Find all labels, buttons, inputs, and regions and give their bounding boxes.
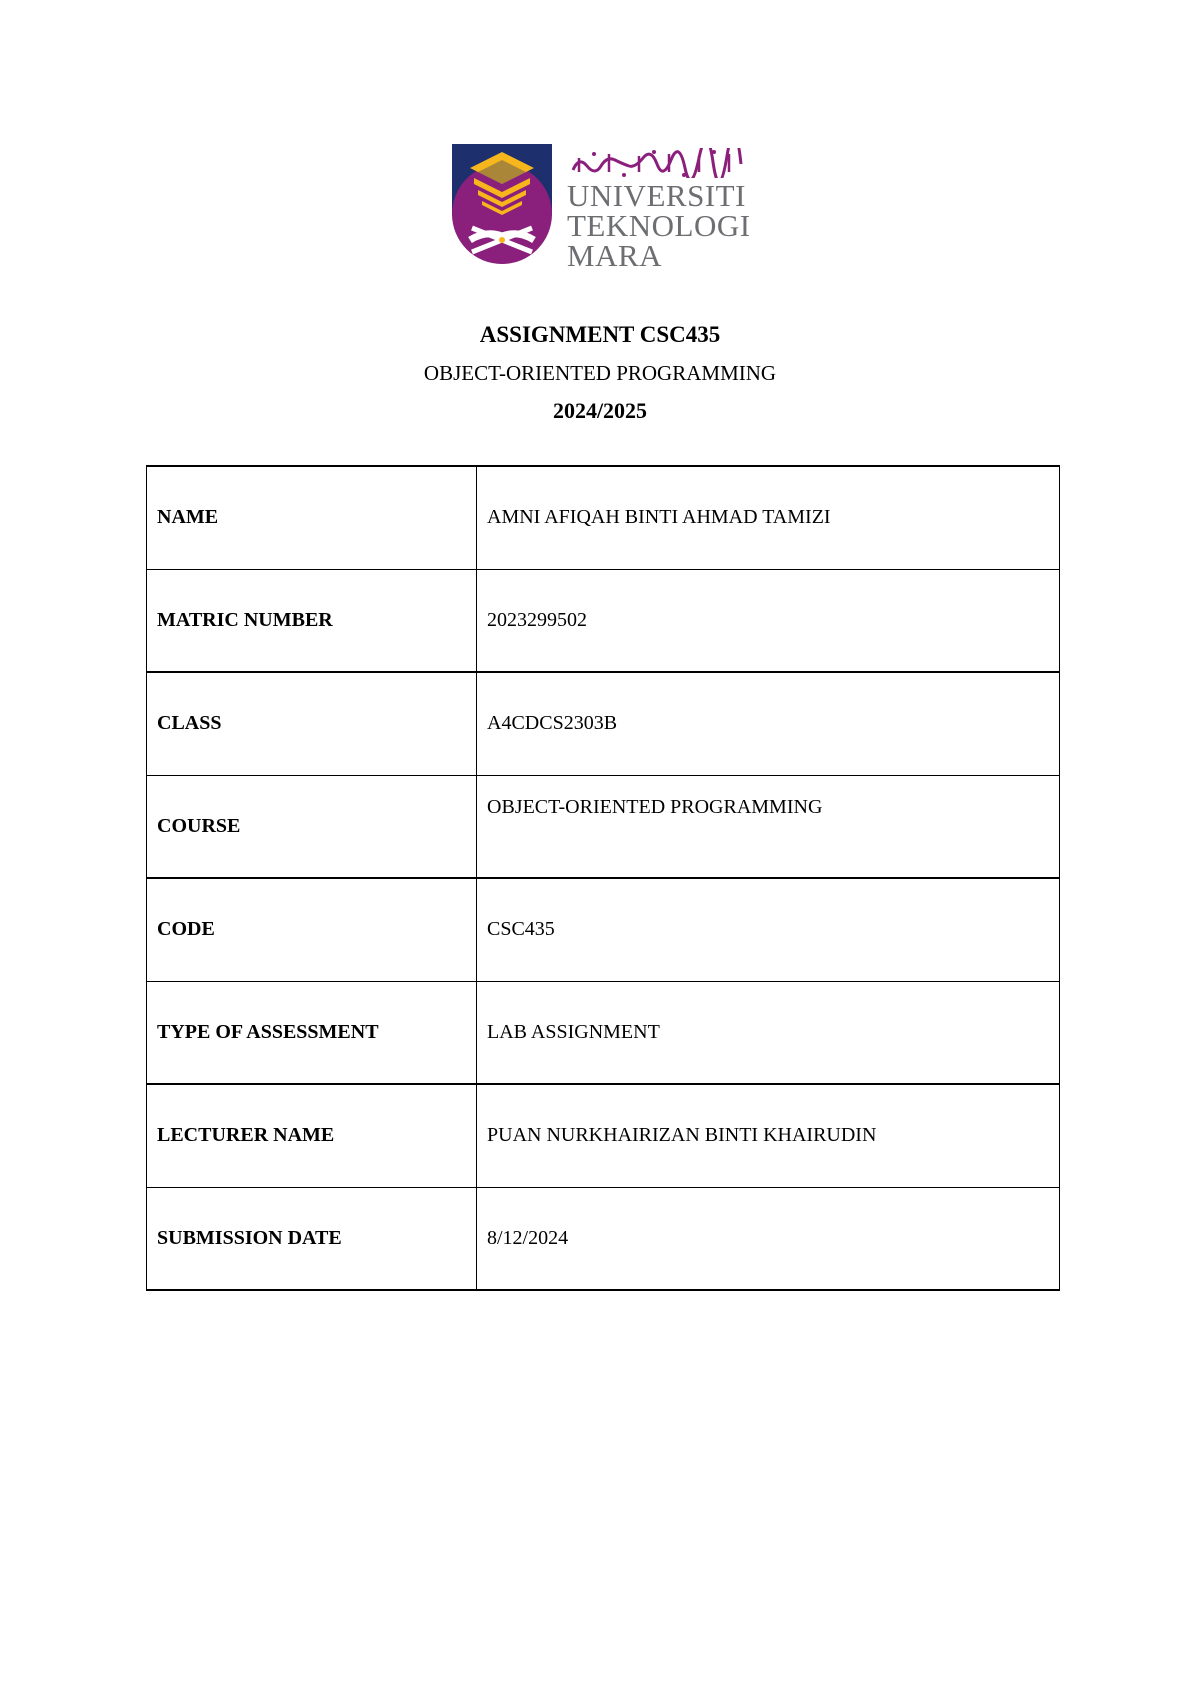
name-value: AMNI AFIQAH BINTI AHMAD TAMIZI	[477, 466, 1060, 569]
lecturer-name-value: PUAN NURKHAIRIZAN BINTI KHAIRUDIN	[477, 1084, 1060, 1187]
matric-number-value: 2023299502	[477, 569, 1060, 672]
class-label: CLASS	[147, 672, 477, 775]
assignment-title: ASSIGNMENT CSC435	[479, 322, 721, 347]
submission-date-value: 8/12/2024	[477, 1187, 1060, 1290]
academic-session: 2024/2025	[552, 398, 648, 423]
assignment-details-table	[146, 465, 1060, 1291]
table-row	[147, 1187, 1060, 1290]
table-row	[147, 569, 1060, 672]
matric-number-label: MATRIC NUMBER	[147, 569, 477, 672]
logo-text-teknologi: TEKNOLOGI	[567, 208, 751, 243]
course-label: COURSE	[147, 775, 477, 878]
class-value: A4CDCS2303B	[477, 672, 1060, 775]
course-value: OBJECT-ORIENTED PROGRAMMING	[477, 775, 1060, 878]
code-label: CODE	[147, 878, 477, 981]
code-value: CSC435	[477, 878, 1060, 981]
submission-date-label: SUBMISSION DATE	[147, 1187, 477, 1290]
table-row	[147, 466, 1060, 569]
assessment-type-label: TYPE OF ASSESSMENT	[147, 981, 477, 1084]
table-row	[147, 1084, 1060, 1187]
assessment-type-value: LAB ASSIGNMENT	[477, 981, 1060, 1084]
table-row	[147, 878, 1060, 981]
university-logo	[452, 144, 752, 273]
table-row	[147, 672, 1060, 775]
table-row	[147, 775, 1060, 878]
logo-text-mara: MARA	[567, 238, 663, 273]
lecturer-name-label: LECTURER NAME	[147, 1084, 477, 1187]
logo-text-universiti: UNIVERSITI	[567, 178, 746, 213]
table-row	[147, 981, 1060, 1084]
university-crest-icon	[452, 144, 562, 270]
jawi-script-icon	[569, 148, 749, 178]
name-label: NAME	[147, 466, 477, 569]
course-subtitle: OBJECT-ORIENTED PROGRAMMING	[423, 361, 777, 385]
